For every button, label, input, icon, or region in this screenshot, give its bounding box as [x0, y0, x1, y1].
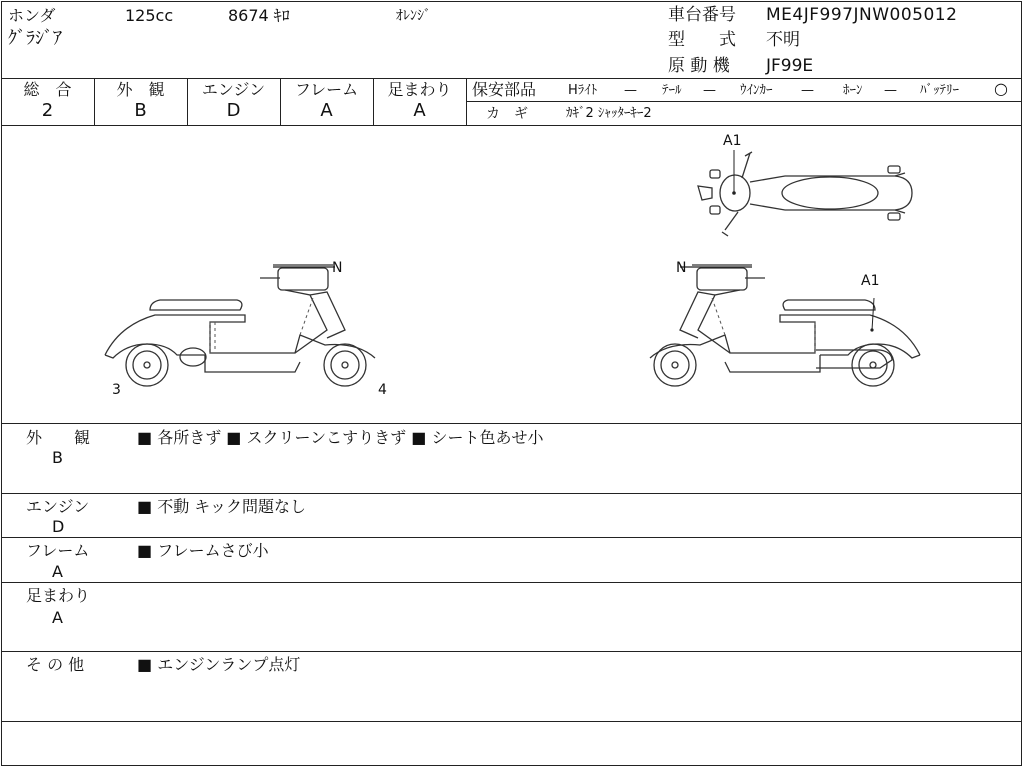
- left-rear-mark: 3: [112, 382, 121, 398]
- engine-value: JF99E: [766, 56, 814, 76]
- grade-row-bottom-line: [1, 125, 1022, 126]
- remarks-divider: [1, 651, 1022, 652]
- safety-headlight-name: Hﾗｲﾄ: [568, 83, 598, 98]
- remark-label-appearance: 外 観: [26, 428, 91, 447]
- type-value: 不明: [766, 30, 800, 50]
- grade-row-top-line: [1, 78, 1022, 79]
- safety-battery-mark: ○: [994, 79, 1008, 98]
- mileage: 8674 ｷﾛ: [228, 6, 290, 25]
- safety-divider-line: [466, 101, 1022, 102]
- remarks-divider: [1, 537, 1022, 538]
- safety-horn-name: ﾎｰﾝ: [843, 83, 863, 98]
- grade-value-suspension: A: [413, 100, 426, 121]
- remark-text-other: ■ エンジンランプ点灯: [137, 655, 301, 674]
- safety-label: 保安部品: [472, 80, 537, 99]
- grade-value-overall: 2: [41, 100, 54, 121]
- grade-label-overall: 総 合: [23, 80, 72, 99]
- engine-label: 原 動 機: [668, 56, 730, 76]
- frame-no-label: 車台番号: [668, 5, 736, 25]
- grade-divider: [466, 78, 467, 125]
- safety-horn-mark: —: [884, 83, 897, 98]
- remark-text-engine: ■ 不動 キック問題なし: [137, 497, 306, 516]
- remark-label-other: そ の 他: [26, 655, 85, 674]
- left-n-mark: N: [332, 260, 343, 276]
- grade-value-engine: D: [226, 100, 241, 121]
- remark-label-suspension: 足まわり: [26, 586, 91, 605]
- right-a1-mark: A1: [861, 273, 880, 289]
- remark-label-engine: エンジン: [26, 497, 90, 516]
- grade-value-appearance: B: [134, 100, 147, 121]
- remarks-divider: [1, 493, 1022, 494]
- remark-text-frame: ■ フレームさび小: [137, 541, 269, 560]
- safety-winker-name: ｳｲﾝｶｰ: [740, 83, 773, 98]
- key-value: ｶｷﾞ2 ｼｬｯﾀｰｷｰ2: [566, 106, 652, 121]
- left-front-mark: 4: [378, 382, 387, 398]
- scooter-left-side-diagram: [95, 250, 395, 400]
- displacement: 125cc: [125, 6, 174, 25]
- remarks-divider: [1, 582, 1022, 583]
- scooter-right-side-diagram: [630, 250, 930, 400]
- grade-label-appearance: 外 観: [116, 80, 165, 99]
- grade-label-frame: フレーム: [294, 80, 359, 99]
- scooter-top-view-diagram: [690, 148, 930, 243]
- safety-winker-mark: —: [801, 83, 814, 98]
- remark-grade-suspension: A: [52, 608, 63, 627]
- model-name: ｸﾞﾗｼﾞｱ: [8, 28, 62, 49]
- maker: ホンダ: [8, 6, 56, 25]
- remark-grade-frame: A: [52, 562, 63, 581]
- diagram-bottom-line: [1, 423, 1022, 424]
- safety-tail-mark: —: [703, 83, 716, 98]
- grade-label-engine: エンジン: [201, 80, 266, 99]
- key-label: カ ギ: [486, 106, 528, 122]
- remark-grade-engine: D: [52, 517, 65, 536]
- grade-label-suspension: 足まわり: [387, 80, 452, 99]
- safety-battery-name: ﾊﾞｯﾃﾘｰ: [920, 83, 959, 98]
- remarks-divider: [1, 721, 1022, 722]
- remark-grade-appearance: B: [52, 448, 63, 467]
- type-label: 型 式: [668, 30, 736, 50]
- frame-no-value: ME4JF997JNW005012: [766, 5, 958, 25]
- grade-value-frame: A: [320, 100, 333, 121]
- safety-headlight-mark: —: [624, 83, 637, 98]
- color: ｵﾚﾝｼﾞ: [396, 8, 431, 24]
- remark-label-frame: フレーム: [26, 541, 90, 560]
- remark-text-appearance: ■ 各所きず ■ スクリーンこすりきず ■ シート色あせ小: [137, 428, 544, 447]
- safety-tail-name: ﾃｰﾙ: [662, 83, 682, 98]
- top-a1-mark: A1: [723, 133, 742, 149]
- right-n-mark: N: [676, 260, 687, 276]
